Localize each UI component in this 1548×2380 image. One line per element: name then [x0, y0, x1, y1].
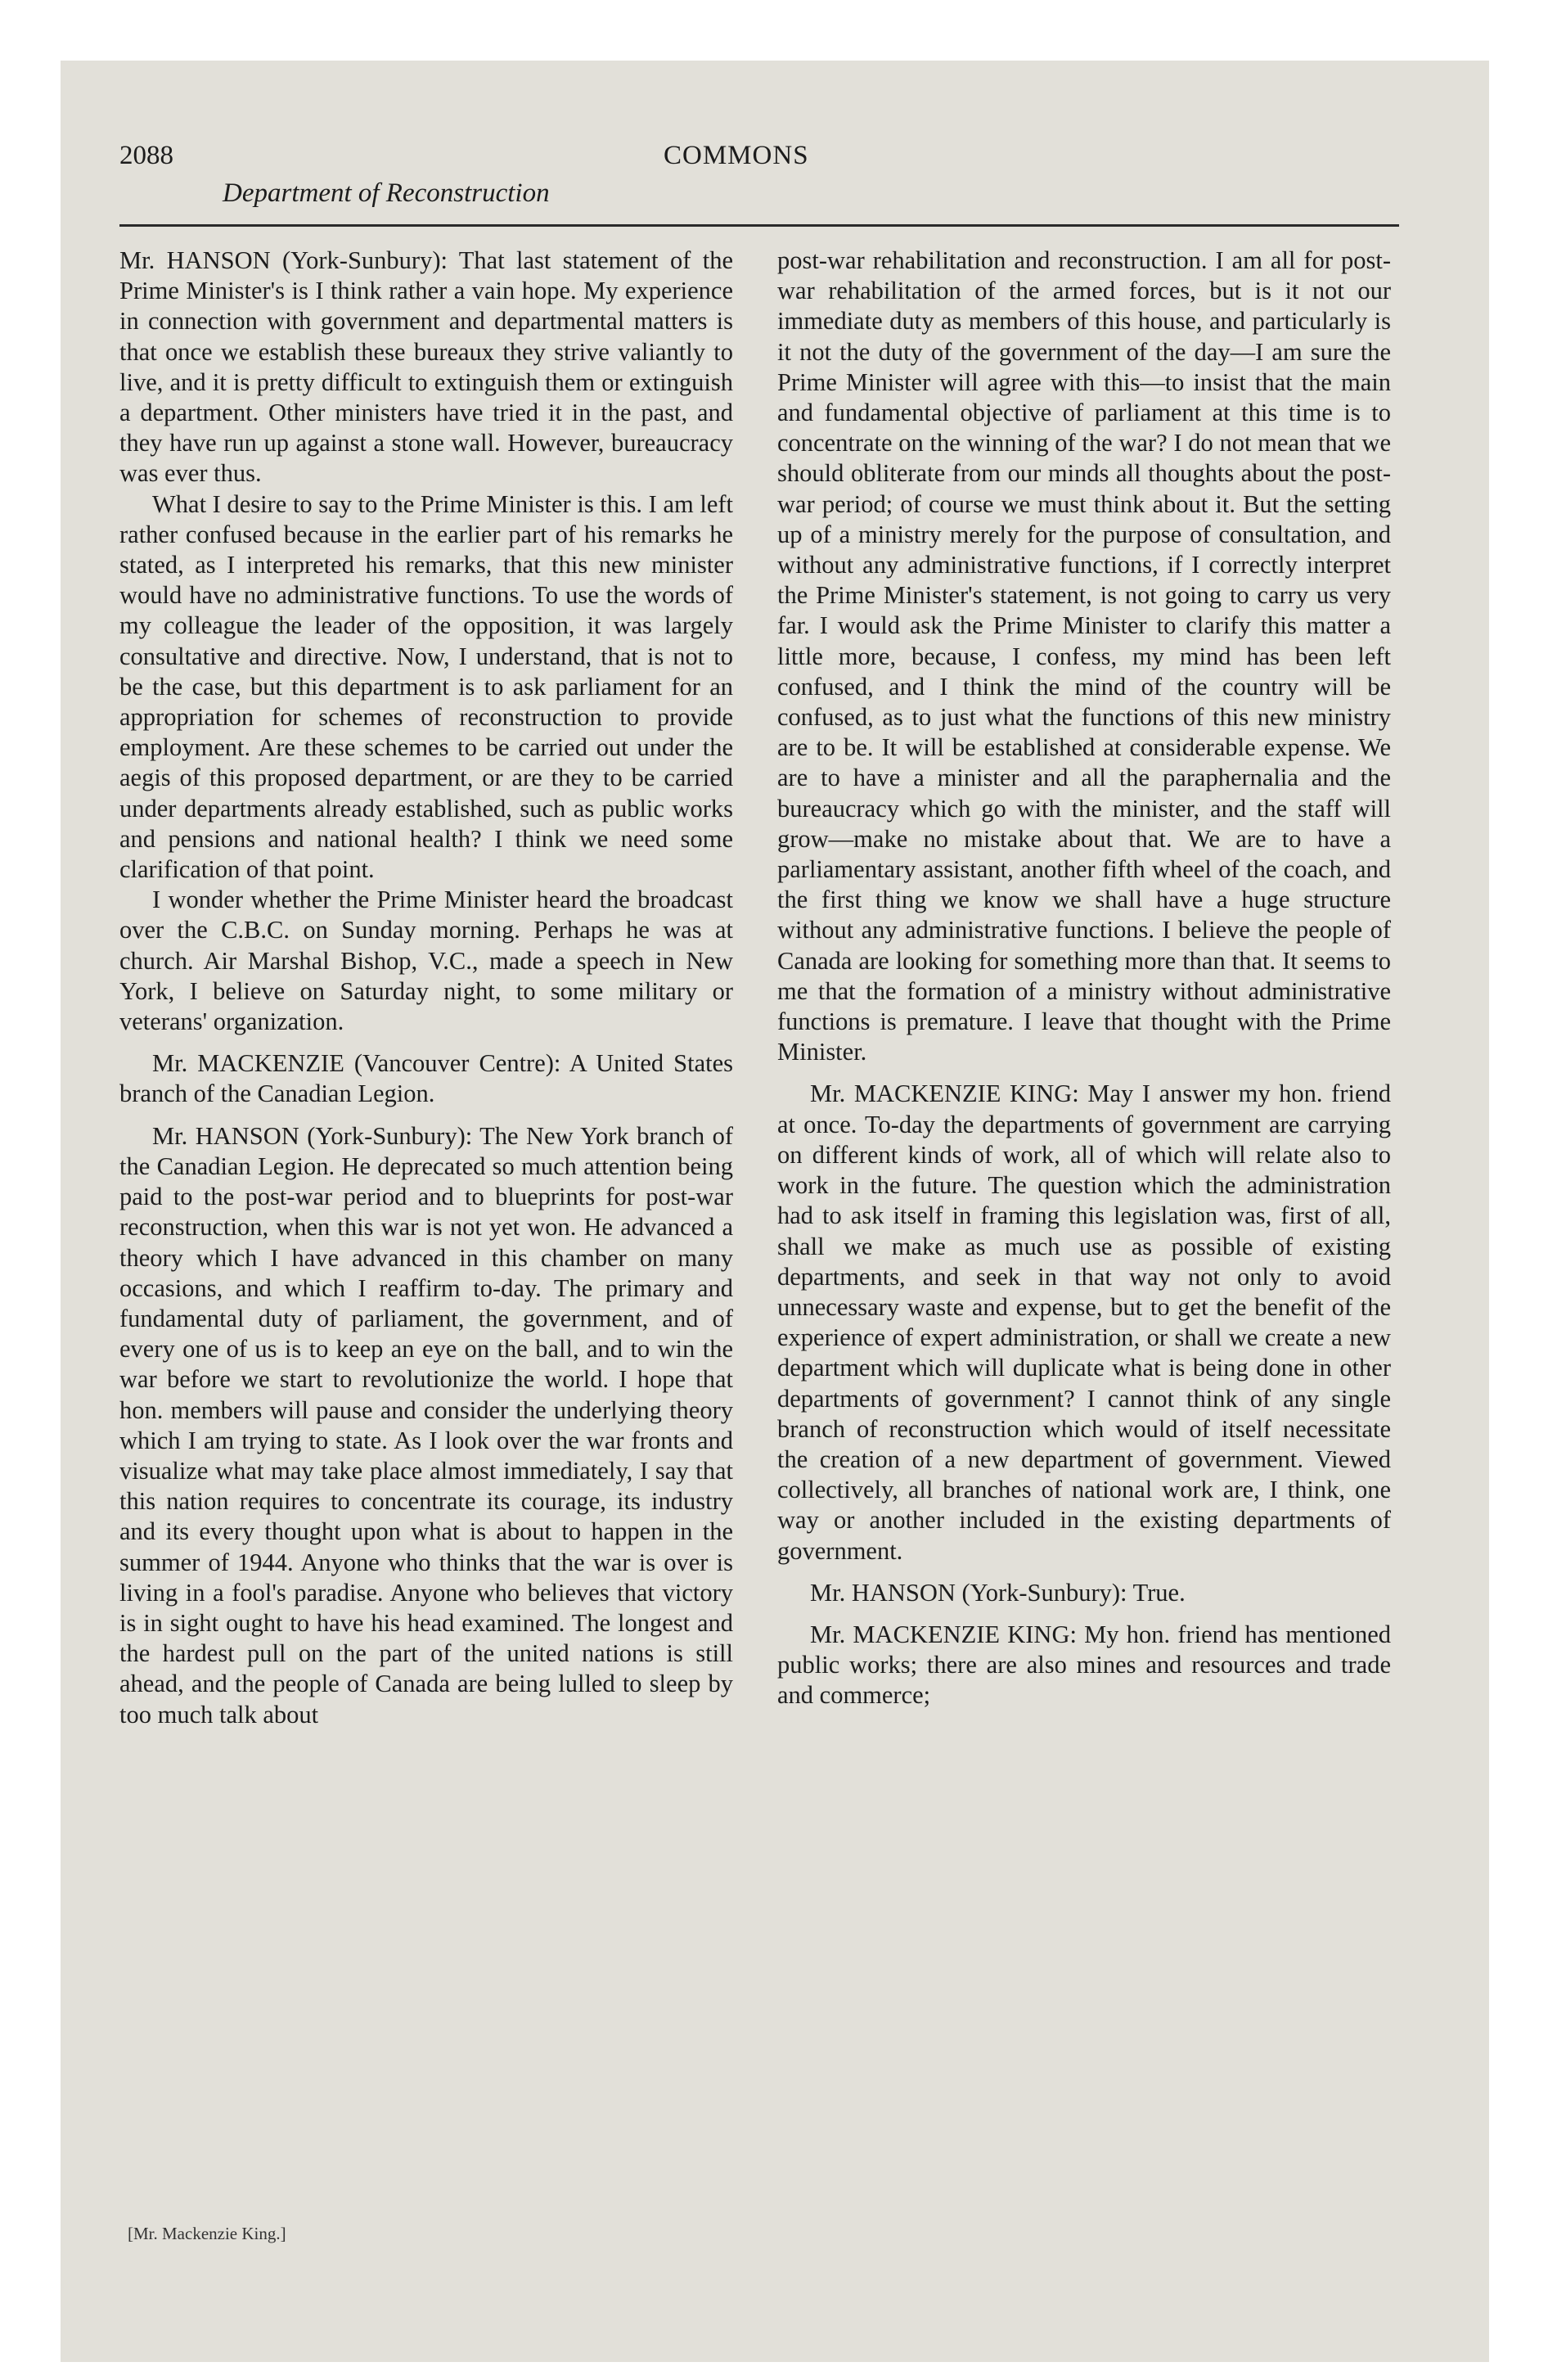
- paragraph: What I desire to say to the Prime Minister is this. I am left rather confused because in the earlier part of his remarks he stated, as I interpreted his remarks, that this new minister would have no administrative functions. To use the words of my colleague the leader of the opposition, it was largely consultative and directive. Now, I understand, that is not to be the case, but this department is to ask parliament for an appropriation for schemes of reconstruction to provide employment. Are these schemes to be carried out under the aegis of this proposed department, or are they to be carried under departments already established, such as public works and pensions and national health? I think we need some clarification of that point.: [119, 489, 733, 884]
- hansard-page: [119, 139, 1420, 2308]
- section-subtitle: Department of Reconstruction: [223, 178, 550, 208]
- paragraph: Mr. HANSON (York-Sunbury): The New York branch of the Canadian Legion. He deprecated so much attention being paid to the post-war period and to blueprints for post-war reconstruction, when this war is not yet won. He advanced a theory which I have advanced in this chamber on many occasions, and which I reaffirm to-day. The primary and fundamental duty of parliament, the government, and of every one of us is to keep an eye on the ball, and to win the war before we start to revolutionize the world. I hope that hon. members will pause and consider the underlying theory which I am trying to state. As I look over the war fronts and visualize what may take place almost immediately, I say that this nation requires to concentrate its courage, its industry and its every thought upon what is about to happen in the summer of 1944. Anyone who thinks that the war is over is living in a fool's paradise. Anyone who believes that victory is in sight ought to have his head examined. The longest and the hardest pull on the part of the united nations is still ahead, and the people of Canada are being lulled to sleep by too much talk about: [119, 1121, 733, 1729]
- paragraph: Mr. MACKENZIE KING: My hon. friend has mentioned public works; there are also mines and resources and trade and commerce;: [777, 1620, 1391, 1710]
- left-column: [119, 246, 733, 1730]
- paragraph: Mr. HANSON (York-Sunbury): True.: [810, 1578, 1186, 1607]
- paragraph: I wonder whether the Prime Minister heard the broadcast over the C.B.C. on Sunday morning. Perhaps he was at church. Air Marshal Bishop, V.C., made a speech in New York, I believe on Saturday night, to some military or veterans' organization.: [119, 886, 733, 1036]
- paragraph: Mr. MACKENZIE KING: May I answer my hon. friend at once. To-day the departments of government are carrying on different kinds of work, all of which will relate also to work in the future. The question which the administration had to ask itself in framing this legislation was, first of all, shall we make as much use as possible of existing departments, and seek in that way not only to avoid unnecessary waste and expense, but to get the benefit of the experience of expert administration, or shall we create a new department which will duplicate what is being done in other departments of government? I cannot think of any single branch of reconstruction which would of itself necessitate the creation of a new department of government. Viewed collectively, all branches of national work are, I think, one way or another included in the existing departments of government.: [777, 1080, 1391, 1565]
- paragraph: Mr. HANSON (York-Sunbury): That last statement of the Prime Minister's is I think rather a vain hope. My experience in connection with government and departmental matters is that once we establish these bureaux they strive valiantly to live, and it is pretty difficult to extinguish them or extinguish a department. Other ministers have tried it in the past, and they have run up against a stone wall. However, bureaucracy was ever thus.: [119, 246, 733, 488]
- paragraph: post-war rehabilitation and reconstruction. I am all for post-war rehabilitation of the armed forces, but is it not our immediate duty as members of this house, and particularly is it not the duty of the government of the day—I am sure the Prime Minister will agree with this—to insist that the main and fundamental objective of parliament at this time is to concentrate on the winning of the war? I do not mean that we should obliterate from our minds all thoughts about the post-war period; of course we must think about it. But the setting up of a ministry merely for the purpose of consultation, and without any administrative functions, if I correctly interpret the Prime Minister's statement, is not going to carry us very far. I would ask the Prime Minister to clarify this matter a little more, because, I confess, my mind has been left confused, and I think the mind of the country will be confused, as to just what the functions of this new ministry are to be. It will be established at considerable expense. We are to have a minister and all the paraphernalia and the bureaucracy which go with the minister, and the staff will grow—make no mistake about that. We are to have a parliamentary assistant, another fifth wheel of the coach, and the first thing we know we shall have a huge structure without any administrative functions. I believe the people of Canada are looking for something more than that. It seems to me that the formation of a ministry without administrative functions is premature. I leave that thought with the Prime Minister.: [777, 246, 1391, 1066]
- paragraph: Mr. MACKENZIE (Vancouver Centre): A United States branch of the Canadian Legion.: [119, 1049, 733, 1108]
- right-column: [777, 246, 1391, 1711]
- running-title: COMMONS: [664, 141, 809, 170]
- header-rule: [119, 224, 1399, 227]
- page-number: 2088: [119, 141, 173, 170]
- footer-speaker-note: [Mr. Mackenzie King.]: [128, 2224, 286, 2243]
